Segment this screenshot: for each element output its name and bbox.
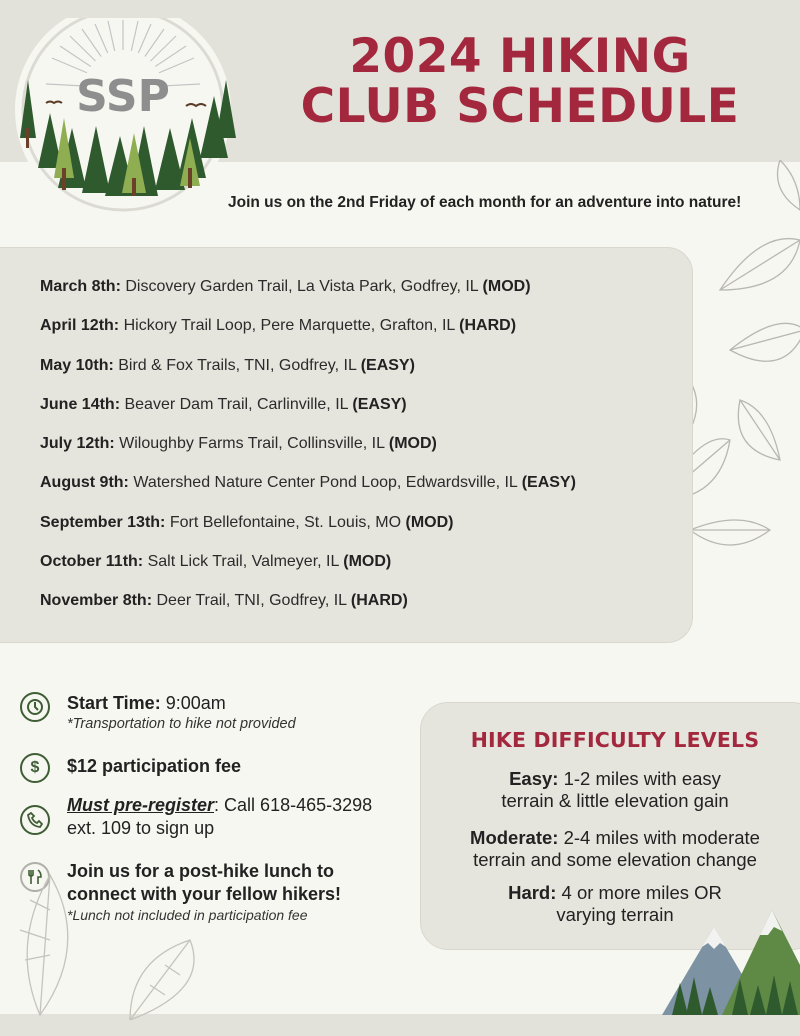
schedule-row (40, 514, 680, 553)
schedule-row (40, 396, 680, 435)
schedule-trail: Discovery Garden Trail, La Vista Park, Godfrey, IL (125, 278, 479, 295)
schedule-trail: Salt Lick Trail, Valmeyer, IL (147, 553, 339, 571)
schedule-date: March 8th: (40, 278, 121, 295)
schedule-date: May 10th: (40, 356, 114, 374)
register-phone: : Call 618-465-3298 (214, 795, 373, 815)
schedule-trail: Bird & Fox Trails, TNI, Godfrey, IL (118, 356, 357, 374)
register-extension: ext. 109 to sign up (67, 818, 215, 838)
moderate-label: Moderate: (470, 827, 559, 848)
schedule-trail: Deer Trail, TNI, Godfrey, IL (156, 592, 347, 610)
schedule-level: (EASY) (360, 356, 415, 374)
subtitle: Join us on the 2nd Friday of each month for an adventure into nature! (228, 194, 742, 211)
difficulty-moderate (440, 827, 790, 871)
schedule-row (40, 278, 680, 317)
moderate-desc-1: 2-4 miles with moderate (558, 827, 760, 848)
dollar-icon (20, 753, 50, 783)
schedule-row (40, 435, 680, 474)
ssp-logo (10, 18, 240, 218)
clock-icon (20, 692, 50, 722)
moderate-desc-2: terrain and some elevation change (473, 849, 757, 870)
page-title (290, 29, 750, 134)
schedule-level: (EASY) (352, 395, 407, 413)
fee-text: $12 participation fee (67, 756, 242, 776)
schedule-level: (MOD) (405, 513, 454, 531)
easy-desc-1: 1-2 miles with easy (558, 768, 721, 789)
schedule-level: (MOD) (482, 278, 531, 295)
hard-label: Hard: (508, 882, 557, 903)
schedule-row (40, 592, 680, 631)
schedule-trail: Beaver Dam Trail, Carlinville, IL (124, 395, 348, 413)
hard-desc-1: 4 or more miles OR (556, 882, 722, 903)
register-label: Must pre-register (67, 795, 215, 815)
schedule-trail: Fort Bellefontaine, St. Louis, MO (169, 513, 402, 531)
dollar-glyph: $ (30, 759, 40, 776)
difficulty-heading: HIKE DIFFICULTY LEVELS (470, 728, 760, 752)
logo-text: SSP (76, 71, 170, 122)
hard-desc-2: varying terrain (556, 904, 674, 925)
schedule-date: June 14th: (40, 395, 121, 413)
schedule-row (40, 317, 680, 356)
schedule-date: September 13th: (40, 513, 166, 531)
title-line-1: 2024 HIKING (349, 29, 691, 84)
schedule-row (40, 474, 680, 513)
schedule-row (40, 553, 680, 592)
lunch-line-2: connect with your fellow hikers! (67, 884, 342, 904)
schedule-level: (HARD) (350, 592, 408, 610)
schedule-trail: Wiloughby Farms Trail, Collinsville, IL (119, 435, 385, 453)
title-line-2: CLUB SCHEDULE (300, 79, 740, 134)
lunch-line-1: Join us for a post-hike lunch to (67, 861, 335, 881)
schedule-list (40, 278, 680, 632)
mountains-decoration (662, 905, 800, 1015)
schedule-date: August 9th: (40, 474, 129, 492)
easy-desc-2: terrain & little elevation gain (501, 790, 729, 811)
start-time-label: Start Time: (67, 693, 161, 713)
schedule-level: (MOD) (343, 553, 392, 571)
lunch-note: *Lunch not included in participation fee (67, 907, 308, 923)
schedule-level: (EASY) (521, 474, 576, 492)
schedule-trail: Hickory Trail Loop, Pere Marquette, Grafton, IL (123, 317, 455, 335)
schedule-date: April 12th: (40, 317, 120, 335)
difficulty-easy (440, 768, 790, 812)
schedule-date: November 8th: (40, 592, 153, 610)
start-time-value: 9:00am (165, 693, 226, 713)
start-time-note: *Transportation to hike not provided (67, 716, 296, 732)
easy-label: Easy: (509, 768, 559, 789)
schedule-level: (MOD) (388, 435, 437, 453)
schedule-level: (HARD) (459, 317, 517, 335)
leaf-decoration-bottom (0, 820, 230, 1020)
schedule-date: October 11th: (40, 553, 144, 571)
schedule-date: July 12th: (40, 435, 115, 453)
schedule-trail: Watershed Nature Center Pond Loop, Edwardsville, IL (133, 474, 518, 492)
schedule-row (40, 357, 680, 396)
